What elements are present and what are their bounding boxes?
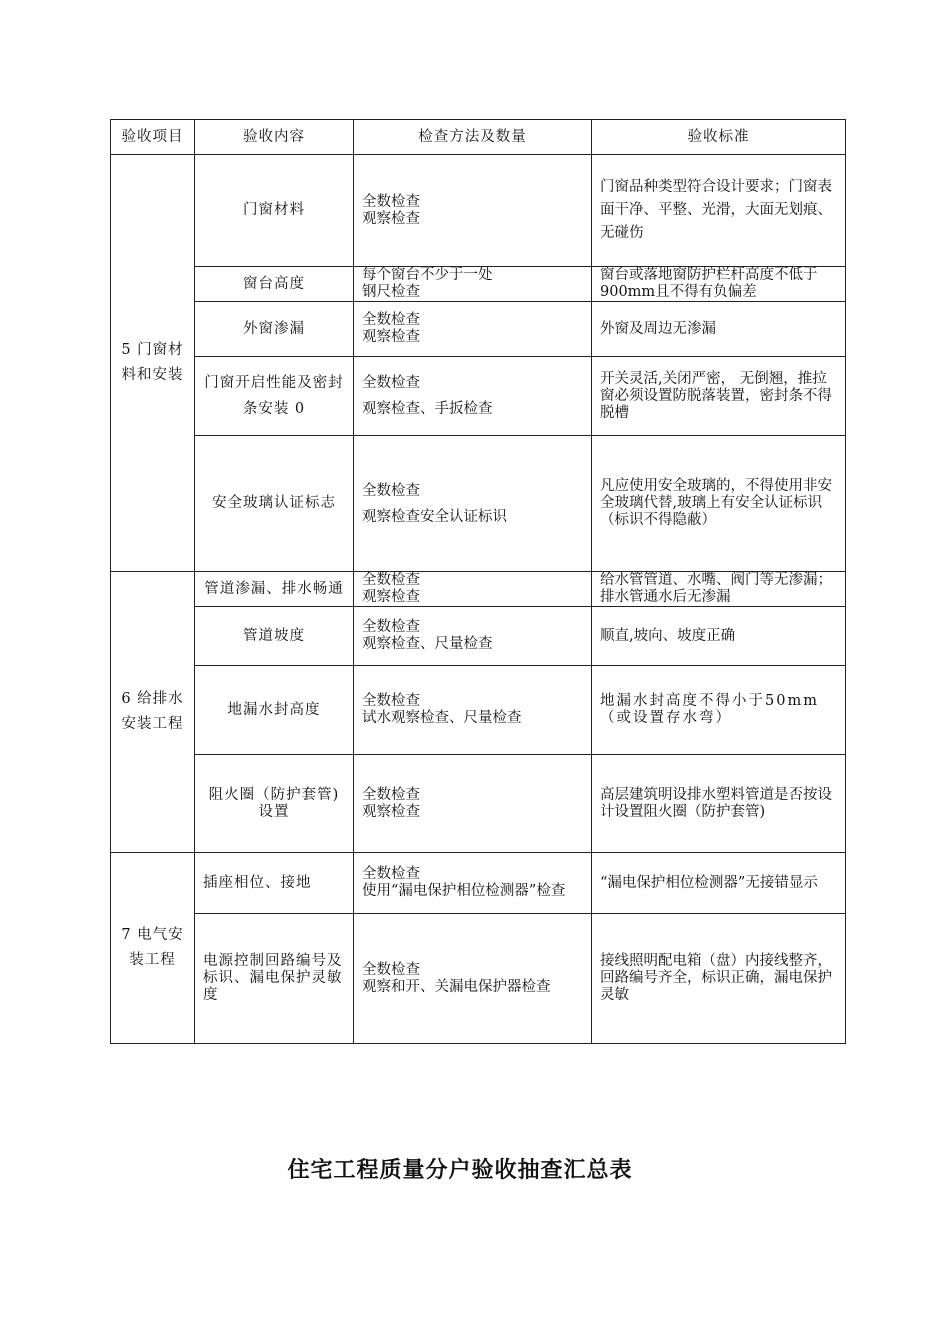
content-cell: 安全玻璃认证标志 <box>195 436 354 572</box>
category-cell: 6 给排水安装工程 <box>111 572 195 853</box>
content-cell: 电源控制回路编号及标识、漏电保护灵敏度 <box>195 914 354 1044</box>
table-row <box>111 853 846 914</box>
header-method: 检查方法及数量 <box>354 120 592 155</box>
document-title: 住宅工程质量分户验收抽查汇总表 <box>287 1158 633 1183</box>
header-item: 验收项目 <box>111 120 195 155</box>
standard-cell: 外窗及周边无渗漏 <box>592 302 846 357</box>
standard-cell: 顺直,坡向、坡度正确 <box>592 607 846 666</box>
table-row <box>111 607 846 666</box>
method-cell: 全数检查 试水观察检查、尺量检查 <box>354 666 592 755</box>
method-cell: 全数检查 观察检查 <box>354 572 592 607</box>
content-cell: 管道坡度 <box>195 607 354 666</box>
standard-cell: 接线照明配电箱（盘）内接线整齐，回路编号齐全，标识正确，漏电保护灵敏 <box>592 914 846 1044</box>
content-cell: 外窗渗漏 <box>195 302 354 357</box>
standard-cell: 高层建筑明设排水塑料管道是否按设计设置阻火圈（防护套管) <box>592 755 846 853</box>
table-row <box>111 302 846 357</box>
method-cell: 全数检查 观察检查、手扳检查 <box>354 357 592 436</box>
content-cell: 管道渗漏、排水畅通 <box>195 572 354 607</box>
content-cell: 阻火圈（防护套管)设置 <box>195 755 354 853</box>
content-cell: 插座相位、接地 <box>195 853 354 914</box>
content-cell: 地漏水封高度 <box>195 666 354 755</box>
table-row <box>111 914 846 1044</box>
standard-cell: 给水管管道、水嘴、阀门等无渗漏；排水管通水后无渗漏 <box>592 572 846 607</box>
table-row <box>111 755 846 853</box>
standard-cell: 门窗品种类型符合设计要求；门窗表面干净、平整、光滑，大面无划痕、无碰伤 <box>592 155 846 267</box>
standard-cell: 地漏水封高度不得小于50mm（或设置存水弯） <box>592 666 846 755</box>
category-cell: 5 门窗材料和安装 <box>111 155 195 572</box>
table-row <box>111 666 846 755</box>
table-row <box>111 436 846 572</box>
method-cell: 全数检查 使用“漏电保护相位检测器”检查 <box>354 853 592 914</box>
table-row <box>111 267 846 302</box>
standard-cell: 窗台或落地窗防护栏杆高度不低于900mm且不得有负偏差 <box>592 267 846 302</box>
standard-cell: “漏电保护相位检测器”无接错显示 <box>592 853 846 914</box>
content-cell: 门窗开启性能及密封条安装 0 <box>195 357 354 436</box>
category-cell: 7 电气安装工程 <box>111 853 195 1044</box>
standard-cell: 凡应使用安全玻璃的，不得使用非安全玻璃代替,玻璃上有安全认证标识（标识不得隐蔽） <box>592 436 846 572</box>
method-cell: 全数检查 观察检查 <box>354 155 592 267</box>
standard-cell: 开关灵活,关闭严密， 无倒翘，推拉窗必须设置防脱落装置，密封条不得脱槽 <box>592 357 846 436</box>
method-cell: 全数检查 观察检查、尺量检查 <box>354 607 592 666</box>
method-cell: 每个窗台不少于一处 钢尺检查 <box>354 267 592 302</box>
content-cell: 窗台高度 <box>195 267 354 302</box>
method-cell: 全数检查 观察检查 <box>354 302 592 357</box>
table-row <box>111 572 846 607</box>
table-row <box>111 155 846 267</box>
table-header-row <box>111 120 846 155</box>
inspection-table <box>110 119 846 1044</box>
method-cell: 全数检查 观察和开、关漏电保护器检查 <box>354 914 592 1044</box>
header-content: 验收内容 <box>195 120 354 155</box>
table-row <box>111 357 846 436</box>
content-cell: 门窗材料 <box>195 155 354 267</box>
method-cell: 全数检查 观察检查 <box>354 755 592 853</box>
method-cell: 全数检查 观察检查安全认证标识 <box>354 436 592 572</box>
header-standard: 验收标准 <box>592 120 846 155</box>
